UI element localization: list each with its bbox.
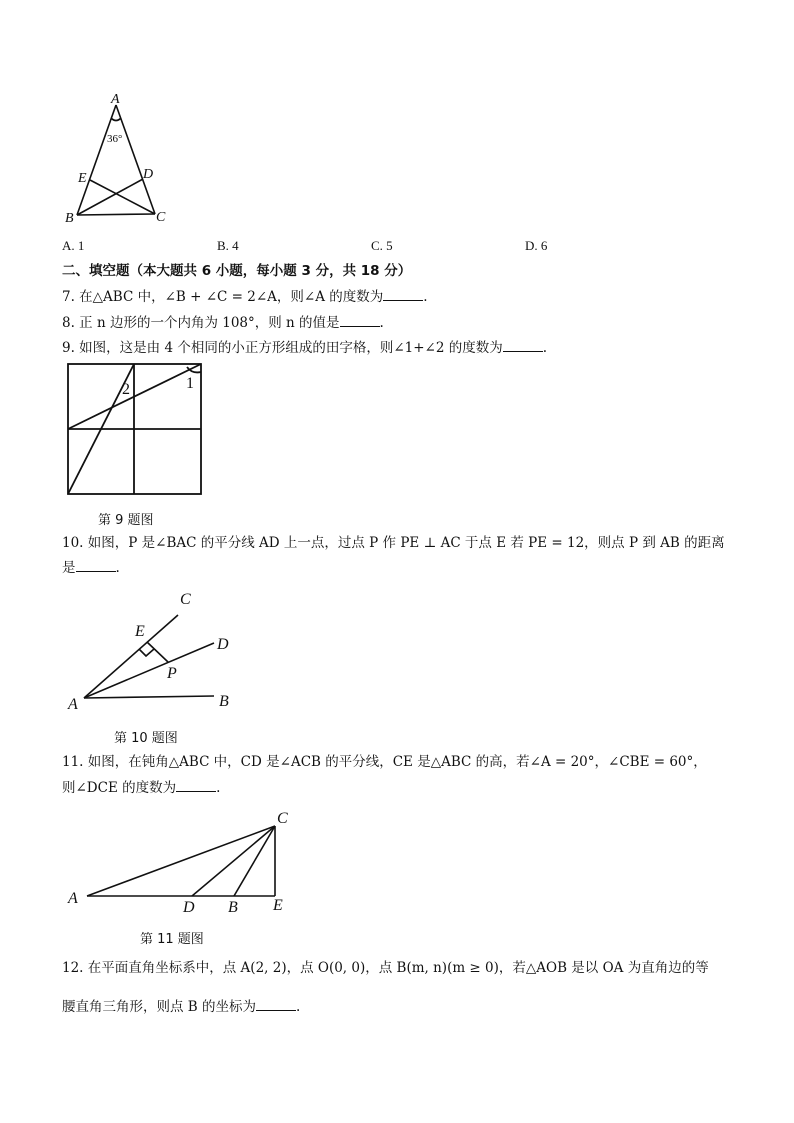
q8-answer-blank[interactable] [340,312,380,327]
question-9 [62,337,547,357]
figure-q10 [62,585,252,720]
fig6-label-a: A [111,92,120,107]
fig6-label-b: B [65,211,74,226]
question-12-line2 [62,996,300,1016]
option-a: A. 1 [62,238,85,253]
fig6-angle-label: 36° [107,133,123,145]
q12-answer-blank[interactable] [256,996,296,1011]
option-d: D. 6 [525,238,548,253]
fig6-label-e: E [78,171,87,186]
q11-label-b: B [228,899,238,916]
q10-label-p: P [167,665,177,682]
q11-end: . [216,780,221,796]
q10-caption: 第 10 题图 [114,731,178,746]
question-11-line1: 11. 如图，在钝角△ABC 中，CD 是∠ACB 的平分线，CE 是△ABC 的高，若∠A = 20°，∠CBE = 60°， [62,754,707,770]
q10-answer-blank[interactable] [76,557,116,572]
question-7 [62,286,428,306]
question-10-line2 [62,557,120,577]
q10-label-d: D [217,636,229,653]
q8-end: . [379,315,384,331]
fig6-label-d: D [143,167,154,182]
q9-label-1: 1 [186,375,194,392]
q10-label-e: E [135,623,145,640]
q9-answer-blank[interactable] [503,337,543,352]
figure-q9-grid [62,360,208,500]
q12-end: . [296,999,301,1015]
q11-label-d: D [183,899,195,916]
q8-text: 8. 正 n 边形的一个内角为 108°，则 n 的值是 [62,315,340,331]
option-b: B. 4 [217,238,239,253]
q11-text2: 则∠DCE 的度数为 [62,780,177,796]
q11-label-c: C [277,810,288,827]
q7-end: . [423,289,428,305]
question-8 [62,312,384,332]
figure-q11 [62,808,302,918]
q11-label-a: A [68,890,78,907]
q9-end: . [542,340,548,356]
q11-answer-blank[interactable] [176,777,216,792]
option-c: C. 5 [371,238,393,253]
question-10-line1: 10. 如图，P 是∠BAC 的平分线 AD 上一点，过点 P 作 PE ⊥ AC 于点 E 若 PE = 12，则点 P 到 AB 的距离 [62,535,725,551]
q10-end: . [115,560,120,576]
q12-text2: 腰直角三角形，则点 B 的坐标为 [62,999,257,1015]
q11-caption: 第 11 题图 [140,932,204,947]
q10-text2: 是 [62,560,76,576]
figure-q6-triangle [60,90,180,230]
question-11-line2 [62,777,220,797]
q10-label-c: C [180,591,191,608]
section-title: 二、填空题（本大题共 6 小题，每小题 3 分，共 18 分） [62,263,412,279]
question-12-line1: 12. 在平面直角坐标系中，点 A(2, 2)，点 O(0, 0)，点 B(m, n)(m ≥ 0)，若△AOB 是以 OA 为直角边的等 [62,960,709,976]
q9-label-2: 2 [122,381,130,398]
q11-label-e: E [273,897,283,914]
fig6-label-c: C [156,210,166,225]
q9-text: 9. 如图，这是由 4 个相同的小正方形组成的田字格，则∠1+∠2 的度数为 [62,340,503,356]
q7-answer-blank[interactable] [383,286,423,301]
q9-caption: 第 9 题图 [98,513,154,528]
q10-label-a: A [68,696,78,713]
q10-label-b: B [219,693,229,710]
q7-text: 7. 在△ABC 中，∠B + ∠C = 2∠A，则∠A 的度数为 [62,289,384,305]
